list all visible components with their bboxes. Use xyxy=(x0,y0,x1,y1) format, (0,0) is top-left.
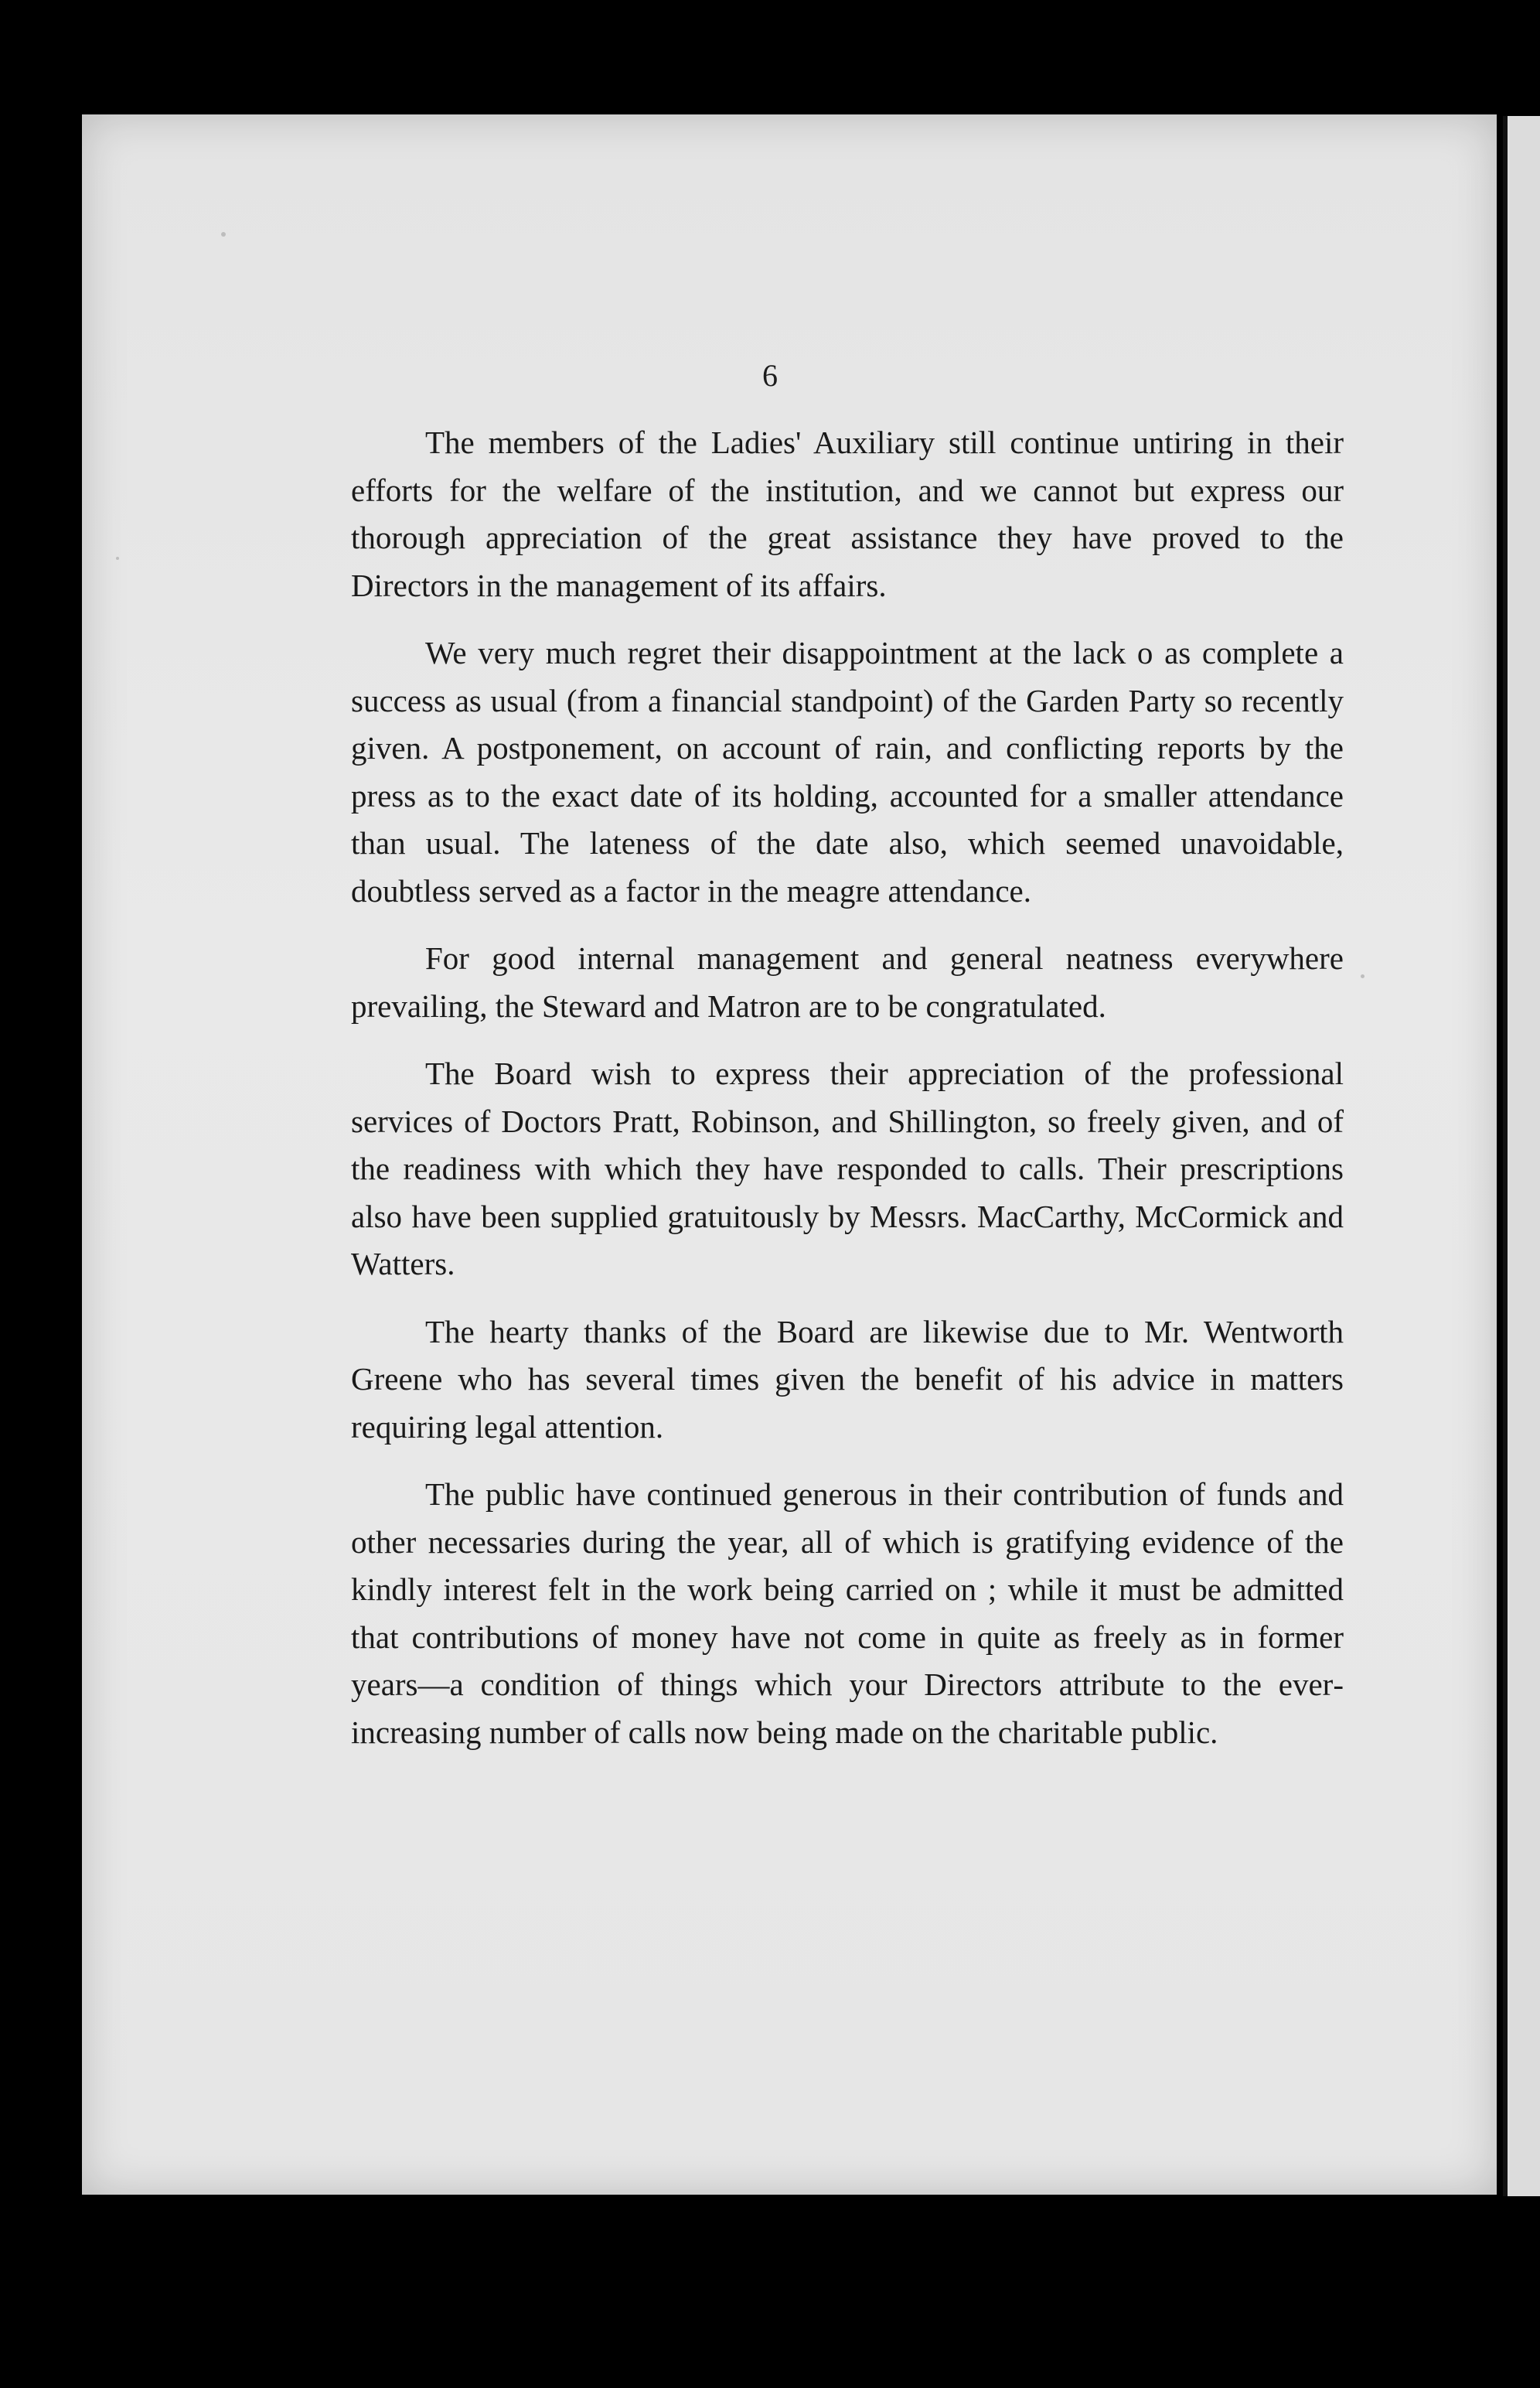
paragraph-public-contributions: The public have continued generous in their contribution of funds and other necessaries during the year, all of which is gratifying evidence of the kindly interest felt in the work being carried on ; while it must be admitted that contributions of money have not come in quite as freely as in former years—a condition of things which your Directors attribute to the everincreasing number of calls now being made on the charitable public. xyxy=(351,1476,1344,1750)
paragraph-internal-management: For good internal management and general neatness everywhere prevailing, the Steward and Matron are to be congratulated. xyxy=(351,940,1344,1024)
paragraph-garden-party: We very much regret their disappointment at the lack o as complete a success as usual (from a financial standpoint) of the Garden Party so recently given. A postponement, on account of rain, and conflicting reports by the press as to the exact date of its holding, accounted for a smaller attendance than usual. The lateness of the date also, which seemed unavoidable, doubtless served as a factor in the meagre attendance. xyxy=(351,635,1344,909)
body-text xyxy=(351,419,1344,1776)
page-number: 6 xyxy=(762,358,778,393)
scan-speck xyxy=(1361,974,1365,978)
adjacent-page-edge xyxy=(1503,116,1540,2196)
scan-speck xyxy=(116,557,119,560)
paragraph-ladies-auxiliary: The members of the Ladies' Auxiliary still continue untiring in their efforts for the welfare of the institution, and we cannot but express our thorough appreciation of the great assistance they have proved to the Directors in the management of its affairs. xyxy=(351,425,1344,603)
scan-speck xyxy=(221,232,226,237)
paragraph-doctors: The Board wish to express their appreciation of the professional services of Doctors Pratt, Robinson, and Shillington, so freely given, and of the readiness with which they have responded to calls. Their prescriptions also have been supplied gratuitously by Messrs. MacCarthy, McCormick and Watters. xyxy=(351,1056,1344,1281)
paragraph-legal-advice: The hearty thanks of the Board are likewise due to Mr. Wentworth Greene who has several times given the benefit of his advice in matters requiring legal attention. xyxy=(351,1313,1344,1445)
